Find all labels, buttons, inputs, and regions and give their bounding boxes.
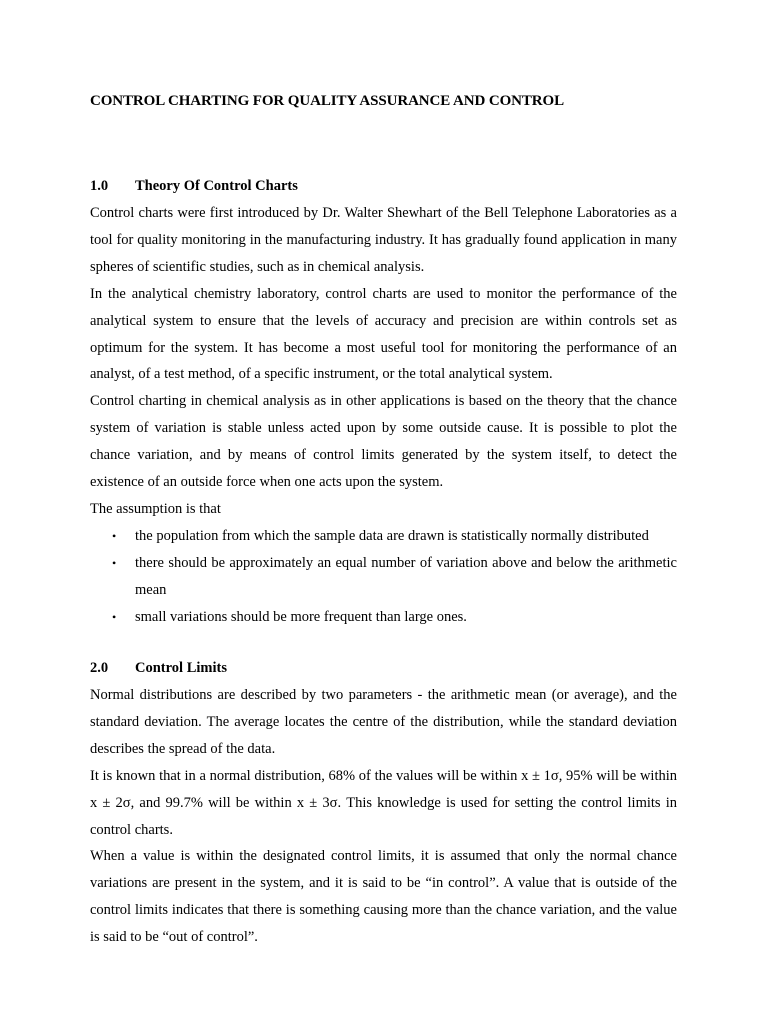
section-title: Theory Of Control Charts <box>135 178 298 194</box>
paragraph: When a value is within the designated control limits, it is assumed that only the normal chance variations are present in the system, and it is said to be “in control”. A value that is outside of the control limits indicates that there is something causing more than the chance variation, and the value is said to be “out of control”. <box>90 848 677 946</box>
paragraph: The assumption is that <box>90 500 221 517</box>
paragraph: Control charting in chemical analysis as in other applications is based on the theory that the chance system of variation is stable unless acted upon by some outside cause. It is possible to plot the chance variation, and by means of control limits generated by the system itself, to detect the existence of an outside force when one acts upon the system. <box>90 393 677 491</box>
bullet-icon: • <box>112 555 117 570</box>
paragraph: In the analytical chemistry laboratory, control charts are used to monitor the performance of the analytical system to ensure that the levels of accuracy and precision are within controls set as optimum for the system. It has become a most useful tool for monitoring the performance of an analyst, of a test method, of a specific instrument, or the total analytical system. <box>90 285 677 383</box>
section-heading <box>90 173 677 200</box>
document-title: CONTROL CHARTING FOR QUALITY ASSURANCE AND CONTROL <box>90 93 564 109</box>
list-item-text: there should be approximately an equal number of variation above and below the arithmetic mean <box>135 554 677 598</box>
bullet-icon: • <box>112 528 117 543</box>
list-item-text: small variations should be more frequent than large ones. <box>135 608 467 625</box>
section-number: 2.0 <box>90 660 109 676</box>
list-item <box>90 604 677 631</box>
list-item <box>90 523 677 550</box>
section-heading <box>90 655 677 682</box>
assumption-list <box>90 523 677 631</box>
paragraph: Control charts were first introduced by Dr. Walter Shewhart of the Bell Telephone Laboratories as a tool for quality monitoring in the manufacturing industry. It has gradually found application in many spheres of scientific studies, such as in chemical analysis. <box>90 205 677 275</box>
list-item <box>90 550 677 604</box>
bullet-icon: • <box>112 609 117 624</box>
section-control-limits <box>90 655 677 951</box>
section-number: 1.0 <box>90 178 109 194</box>
list-item-text: the population from which the sample data are drawn is statistically normally distributed <box>135 527 649 544</box>
section-title: Control Limits <box>135 660 227 676</box>
paragraph: Normal distributions are described by two parameters - the arithmetic mean (or average), and the standard deviation. The average locates the centre of the distribution, while the standard deviation describes the spread of the data. <box>90 687 677 757</box>
paragraph: It is known that in a normal distribution, 68% of the values will be within x ± 1σ, 95% will be within x ± 2σ, and 99.7% will be within x ± 3σ. This knowledge is used for setting the control limits in control charts. <box>90 767 677 838</box>
section-theory <box>90 173 677 631</box>
